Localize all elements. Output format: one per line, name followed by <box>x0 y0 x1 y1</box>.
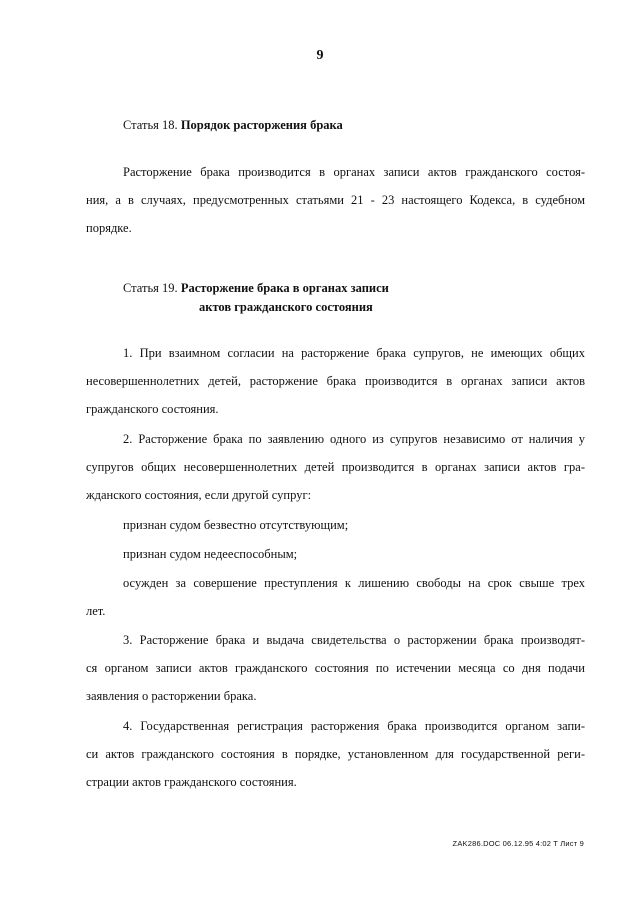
text-line: супругов общих несовершеннолетних детей производится в органах записи актов гра- <box>86 460 585 474</box>
article-18-title: Порядок расторжения брака <box>180 118 343 132</box>
text-line: признан судом безвестно отсутствующим; <box>123 518 349 532</box>
article-19-item-2 <box>86 540 585 568</box>
document-footer: ZAK286.DOC 06.12.95 4:02 T Лист 9 <box>452 839 584 848</box>
text-line: Расторжение брака производится в органах записи актов гражданского состоя- <box>123 165 585 179</box>
text-line: си актов гражданского состояния в порядке, установленном для государственной реги- <box>86 747 585 761</box>
text-line: 3. Расторжение брака и выдача свидетельства о расторжении брака производят- <box>123 633 585 647</box>
article-19-paragraph-4 <box>86 712 585 796</box>
article-18-label: Статья 18. <box>123 118 178 132</box>
article-19-title-line2: актов гражданского состояния <box>199 300 373 314</box>
text-line: лет. <box>86 604 106 618</box>
page-number: 9 <box>316 48 324 63</box>
article-19-paragraph-3 <box>86 626 585 710</box>
text-line: 4. Государственная регистрация расторжения брака производится органом запи- <box>123 719 585 733</box>
article-18-heading <box>123 116 343 135</box>
article-19-paragraph-2 <box>86 425 585 509</box>
text-line: 2. Расторжение брака по заявлению одного из супругов независимо от наличия у <box>123 432 585 446</box>
text-line: жданского состояния, если другой супруг: <box>86 488 312 502</box>
text-line: страции актов гражданского состояния. <box>86 775 297 789</box>
text-line: заявления о расторжении брака. <box>86 689 257 703</box>
article-19-paragraph-1 <box>86 339 585 423</box>
article-19-label: Статья 19. <box>123 281 178 295</box>
article-19-item-3 <box>86 569 585 625</box>
text-line: гражданского состояния. <box>86 402 219 416</box>
text-line: осужден за совершение преступления к лишению свободы на срок свыше трех <box>123 576 585 590</box>
text-line: 1. При взаимном согласии на расторжение брака супругов, не имеющих общих <box>123 346 585 360</box>
text-line: признан судом недееспособным; <box>123 547 298 561</box>
text-line: несовершеннолетних детей, расторжение брака производится в органах записи актов <box>86 374 585 388</box>
article-19-heading <box>123 279 389 317</box>
text-line: порядке. <box>86 221 132 235</box>
article-19-title-line1: Расторжение брака в органах записи <box>180 281 389 295</box>
article-18-text <box>86 158 585 242</box>
text-line: ся органом записи актов гражданского состояния по истечении месяца со дня подачи <box>86 661 585 675</box>
article-19-item-1 <box>86 511 585 539</box>
text-line: ния, а в случаях, предусмотренных статьями 21 - 23 настоящего Кодекса, в судебном <box>86 193 585 207</box>
